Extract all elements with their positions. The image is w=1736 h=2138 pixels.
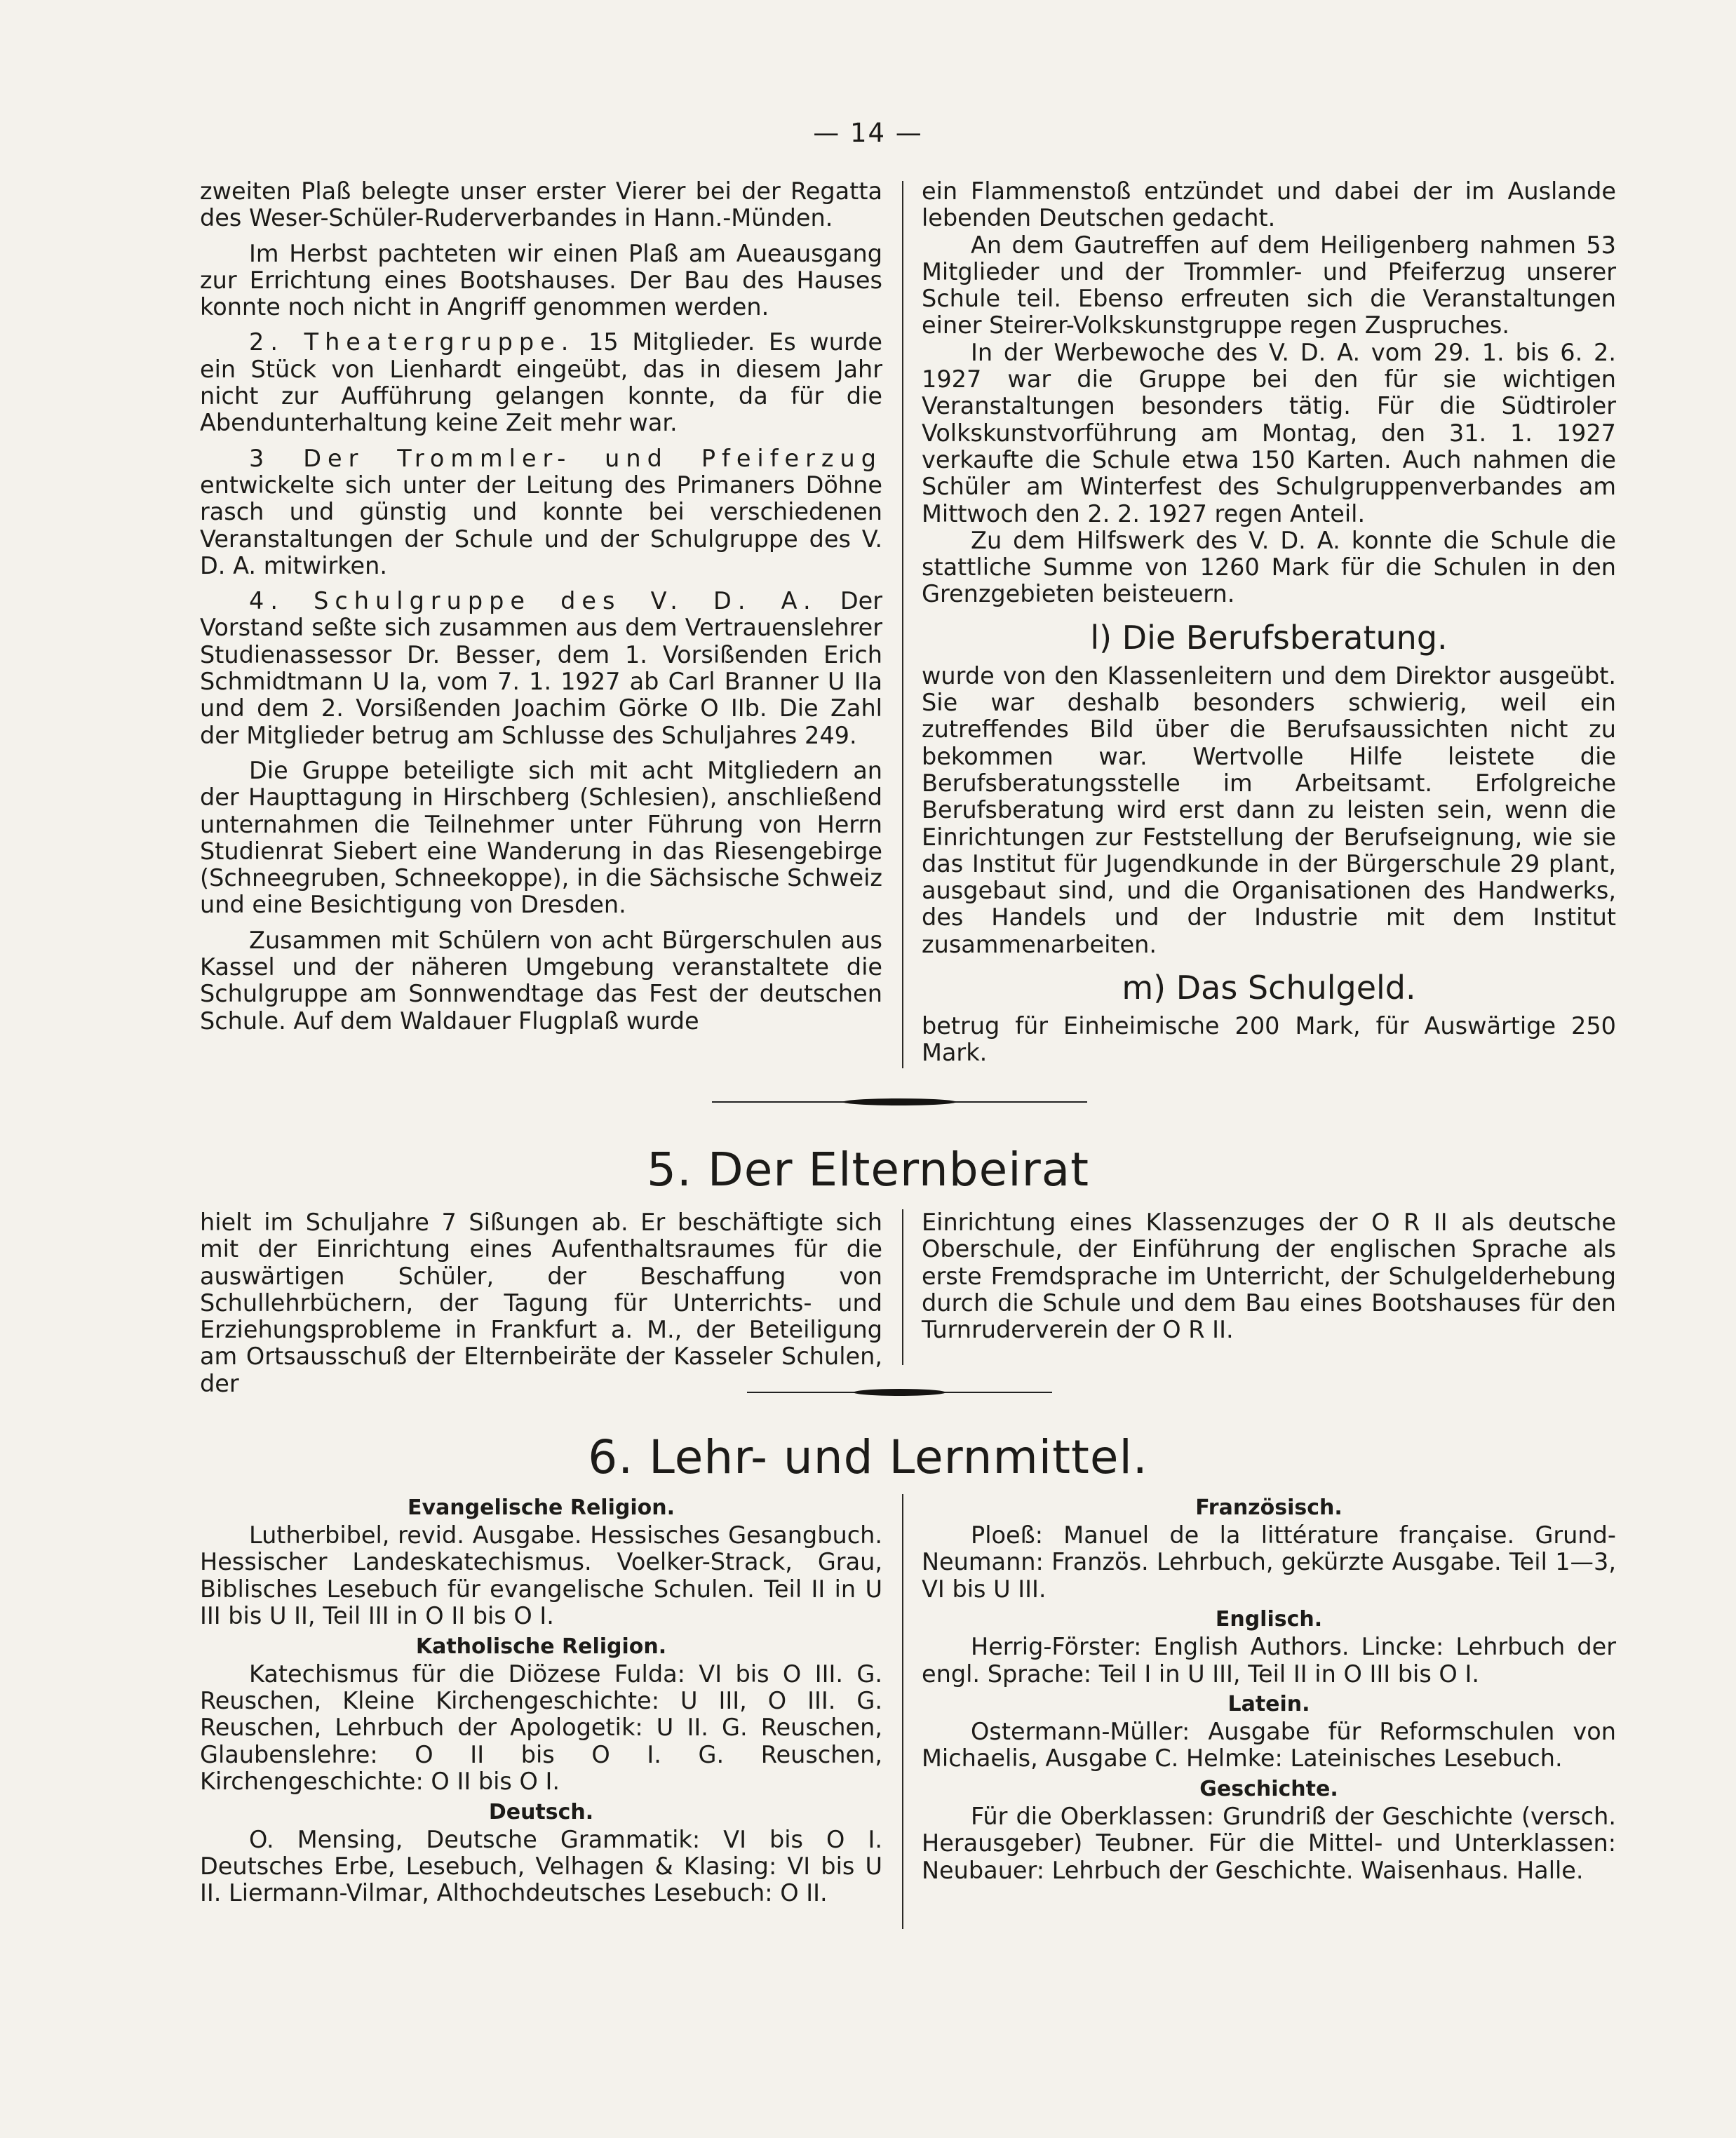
subject-heading: Englisch.	[1215, 1607, 1323, 1632]
paragraph: Für die Oberklassen: Grundriß der Geschichte (versch. Herausgeber) Teubner. Für die Mittel- und Unterklassen: Neubauer: Lehrbuch der Geschichte. Waisenhaus. Halle.	[922, 1802, 1616, 1884]
paragraph: An dem Gautreffen auf dem Heiligenberg nahmen 53 Mitglieder und der Trommler- und Pfeiferzug unserer Schule teil. Ebenso erfreuten sich die Veranstaltungen einer Steirer-Volkskunstgruppe regen Zuspruches.	[922, 231, 1616, 339]
ornament-divider	[712, 1098, 1087, 1106]
subject-heading: Evangelische Religion.	[408, 1495, 675, 1520]
paragraph: Zu dem Hilfswerk des V. D. A. konnte die Schule die stattliche Summe von 1260 Mark für die Schulen in den Grenzgebieten beisteuern.	[922, 526, 1616, 608]
subject-heading: Deutsch.	[488, 1799, 594, 1824]
paragraph: ein Flammenstoß entzündet und dabei der im Auslande lebenden Deutschen gedacht.	[922, 177, 1616, 232]
paragraph-label: 3 Der Trommler- und Pfeiferzug	[249, 444, 882, 472]
paragraph: Zusammen mit Schülern von acht Bürgerschulen aus Kassel und der näheren Umgebung veranstaltete die Schulgruppe am Sonnwendtage das Fest der deutschen Schule. Auf dem Waldauer Flugplaß wurde	[200, 926, 882, 1035]
section6-left-column	[200, 1491, 882, 1907]
section5-right-column	[922, 1209, 1616, 1343]
paragraph: Katechismus für die Diözese Fulda: VI bis O III. G. Reuschen, Kleine Kirchengeschichte: U III, O III. G. Reuschen, Lehrbuch der Apologetik: U II. G. Reuschen, Glaubenslehre: O II bis O I. G. Reuschen, Kirchengeschichte: O II bis O I.	[200, 1660, 882, 1796]
paragraph: 4. Schulgruppe des V. D. A. Der Vorstand seßte sich zusammen aus dem Vertrauenslehrer Studienassessor Dr. Besser, dem 1. Vorsißenden Erich Schmidtmann U Ia, vom 7. 1. 1927 ab Carl Branner U IIa und dem 2. Vorsißenden Joachim Görke O IIb. Die Zahl der Mitglieder betrug am Schlusse des Schuljahres 249.	[200, 587, 882, 749]
paragraph: 2. Theatergruppe. 15 Mitglieder. Es wurde ein Stück von Lienhardt eingeübt, das in diesem Jahr nicht zur Aufführung gelangen konnte, da für die Abendunterhaltung keine Zeit mehr war.	[200, 328, 883, 437]
subject-heading: Katholische Religion.	[415, 1634, 667, 1659]
subject-heading: Geschichte.	[1199, 1776, 1338, 1801]
column-divider	[902, 1494, 903, 1929]
subsection-heading: l) Die Berufsberatung.	[1090, 618, 1448, 657]
paragraph: zweiten Plaß belegte unser erster Vierer bei der Regatta des Weser-Schüler-Ruderverbandes in Hann.-Münden.	[200, 177, 882, 232]
paragraph-label: 4. Schulgruppe des V. D. A.	[249, 587, 817, 615]
paragraph: O. Mensing, Deutsche Grammatik: VI bis O I. Deutsches Erbe, Lesebuch, Velhagen & Klasing: VI bis U II. Liermann-Vilmar, Althochdeutsches Lesebuch: O II.	[200, 1825, 882, 1907]
paragraph: Ploeß: Manuel de la littérature française. Grund-Neumann: Französ. Lehrbuch, gekürzte Ausgabe. Teil 1—3, VI bis U III.	[922, 1521, 1616, 1603]
paragraph: Ostermann-Müller: Ausgabe für Reformschulen von Michaelis, Ausgabe C. Helmke: Lateinisches Lesebuch.	[922, 1718, 1616, 1773]
column-divider	[902, 1209, 903, 1365]
column-divider	[902, 181, 903, 1068]
section-title: 5. Der Elternbeirat	[646, 1143, 1090, 1197]
paragraph: Herrig-Förster: English Authors. Lincke: Lehrbuch der engl. Sprache: Teil I in U III, Teil II in O III bis O I.	[922, 1633, 1616, 1688]
paragraph: Die Gruppe beteiligte sich mit acht Mitgliedern an der Haupttagung in Hirschberg (Schlesien), anschließend unternahmen die Teilnehmer unter Führung von Herrn Studienrat Siebert eine Wanderung in das Riesengebirge (Schneegruben, Schneekoppe), in die Sächsische Schweiz und eine Besichtigung von Dresden.	[200, 756, 882, 919]
paragraph: 3 Der Trommler- und Pfeiferzug entwickelte sich unter der Leitung des Primaners Döhne rasch und günstig und konnte bei verschiedenen Veranstaltungen der Schule und der Schulgruppe des V. D. A. mitwirken.	[200, 444, 882, 579]
section-title: 6. Lehr- und Lernmittel.	[588, 1430, 1148, 1484]
ornament-divider	[747, 1388, 1052, 1397]
section6-right-column	[922, 1491, 1616, 1884]
top-left-column	[200, 178, 882, 1035]
paragraph: Lutherbibel, revid. Ausgabe. Hessisches Gesangbuch. Hessischer Landeskatechismus. Voelker-Strack, Grau, Biblisches Lesebuch für evangelische Schulen. Teil II in U III bis U II, Teil III in O II bis O I.	[200, 1521, 882, 1630]
subject-heading: Latein.	[1227, 1692, 1310, 1717]
paragraph: wurde von den Klassenleitern und dem Direktor ausgeübt. Sie war deshalb besonders schwierig, weil ein zutreffendes Bild über die Berufsaussichten nicht zu bekommen war. Wertvolle Hilfe leistete die Berufsberatungsstelle im Arbeitsamt. Erfolgreiche Berufsberatung wird erst dann zu leisten sein, wenn die Einrichtungen zur Feststellung der Berufseignung, wie sie das Institut für Jugendkunde in der Bürgerschule 29 plant, ausgebaut sind, und die Organisationen des Handwerks, des Handels und der Industrie mit dem Institut zusammenarbeiten.	[922, 661, 1616, 958]
section5-left-column	[200, 1209, 882, 1397]
paragraph: betrug für Einheimische 200 Mark, für Auswärtige 250 Mark.	[922, 1012, 1616, 1067]
subsection-heading: m) Das Schulgeld.	[1122, 969, 1416, 1007]
page-number: — 14 —	[813, 118, 923, 148]
paragraph: Einrichtung eines Klassenzuges der O R II als deutsche Oberschule, der Einführung der englischen Sprache als erste Fremdsprache im Unterricht, der Schulgelderhebung durch die Schule und dem Bau eines Bootshauses für den Turnruderverein der O R II.	[922, 1209, 1616, 1344]
top-right-column	[922, 178, 1616, 1067]
paragraph: In der Werbewoche des V. D. A. vom 29. 1. bis 6. 2. 1927 war die Gruppe bei den für sie wichtigen Veranstaltungen besonders tätig. Für die Südtiroler Volkskunstvorführung am Montag, den 31. 1. 1927 verkaufte die Schule etwa 150 Karten. Auch nahmen die Schüler am Winterfest des Schulgruppenverbandes am Mittwoch den 2. 2. 1927 regen Anteil.	[922, 338, 1616, 527]
subject-heading: Französisch.	[1195, 1495, 1343, 1520]
paragraph: Im Herbst pachteten wir einen Plaß am Aueausgang zur Errichtung eines Bootshauses. Der Bau des Hauses konnte noch nicht in Angriff genommen werden.	[200, 239, 882, 321]
paragraph: hielt im Schuljahre 7 Sißungen ab. Er beschäftigte sich mit der Einrichtung eines Aufenthaltsraumes für die auswärtigen Schüler, der Beschaffung von Schullehrbüchern, der Tagung für Unterrichts- und Erziehungsprobleme in Frankfurt a. M., der Beteiligung am Ortsausschuß der Elternbeiräte der Kasseler Schulen, der	[200, 1209, 882, 1397]
paragraph-label: 2. Theatergruppe.	[249, 328, 575, 356]
